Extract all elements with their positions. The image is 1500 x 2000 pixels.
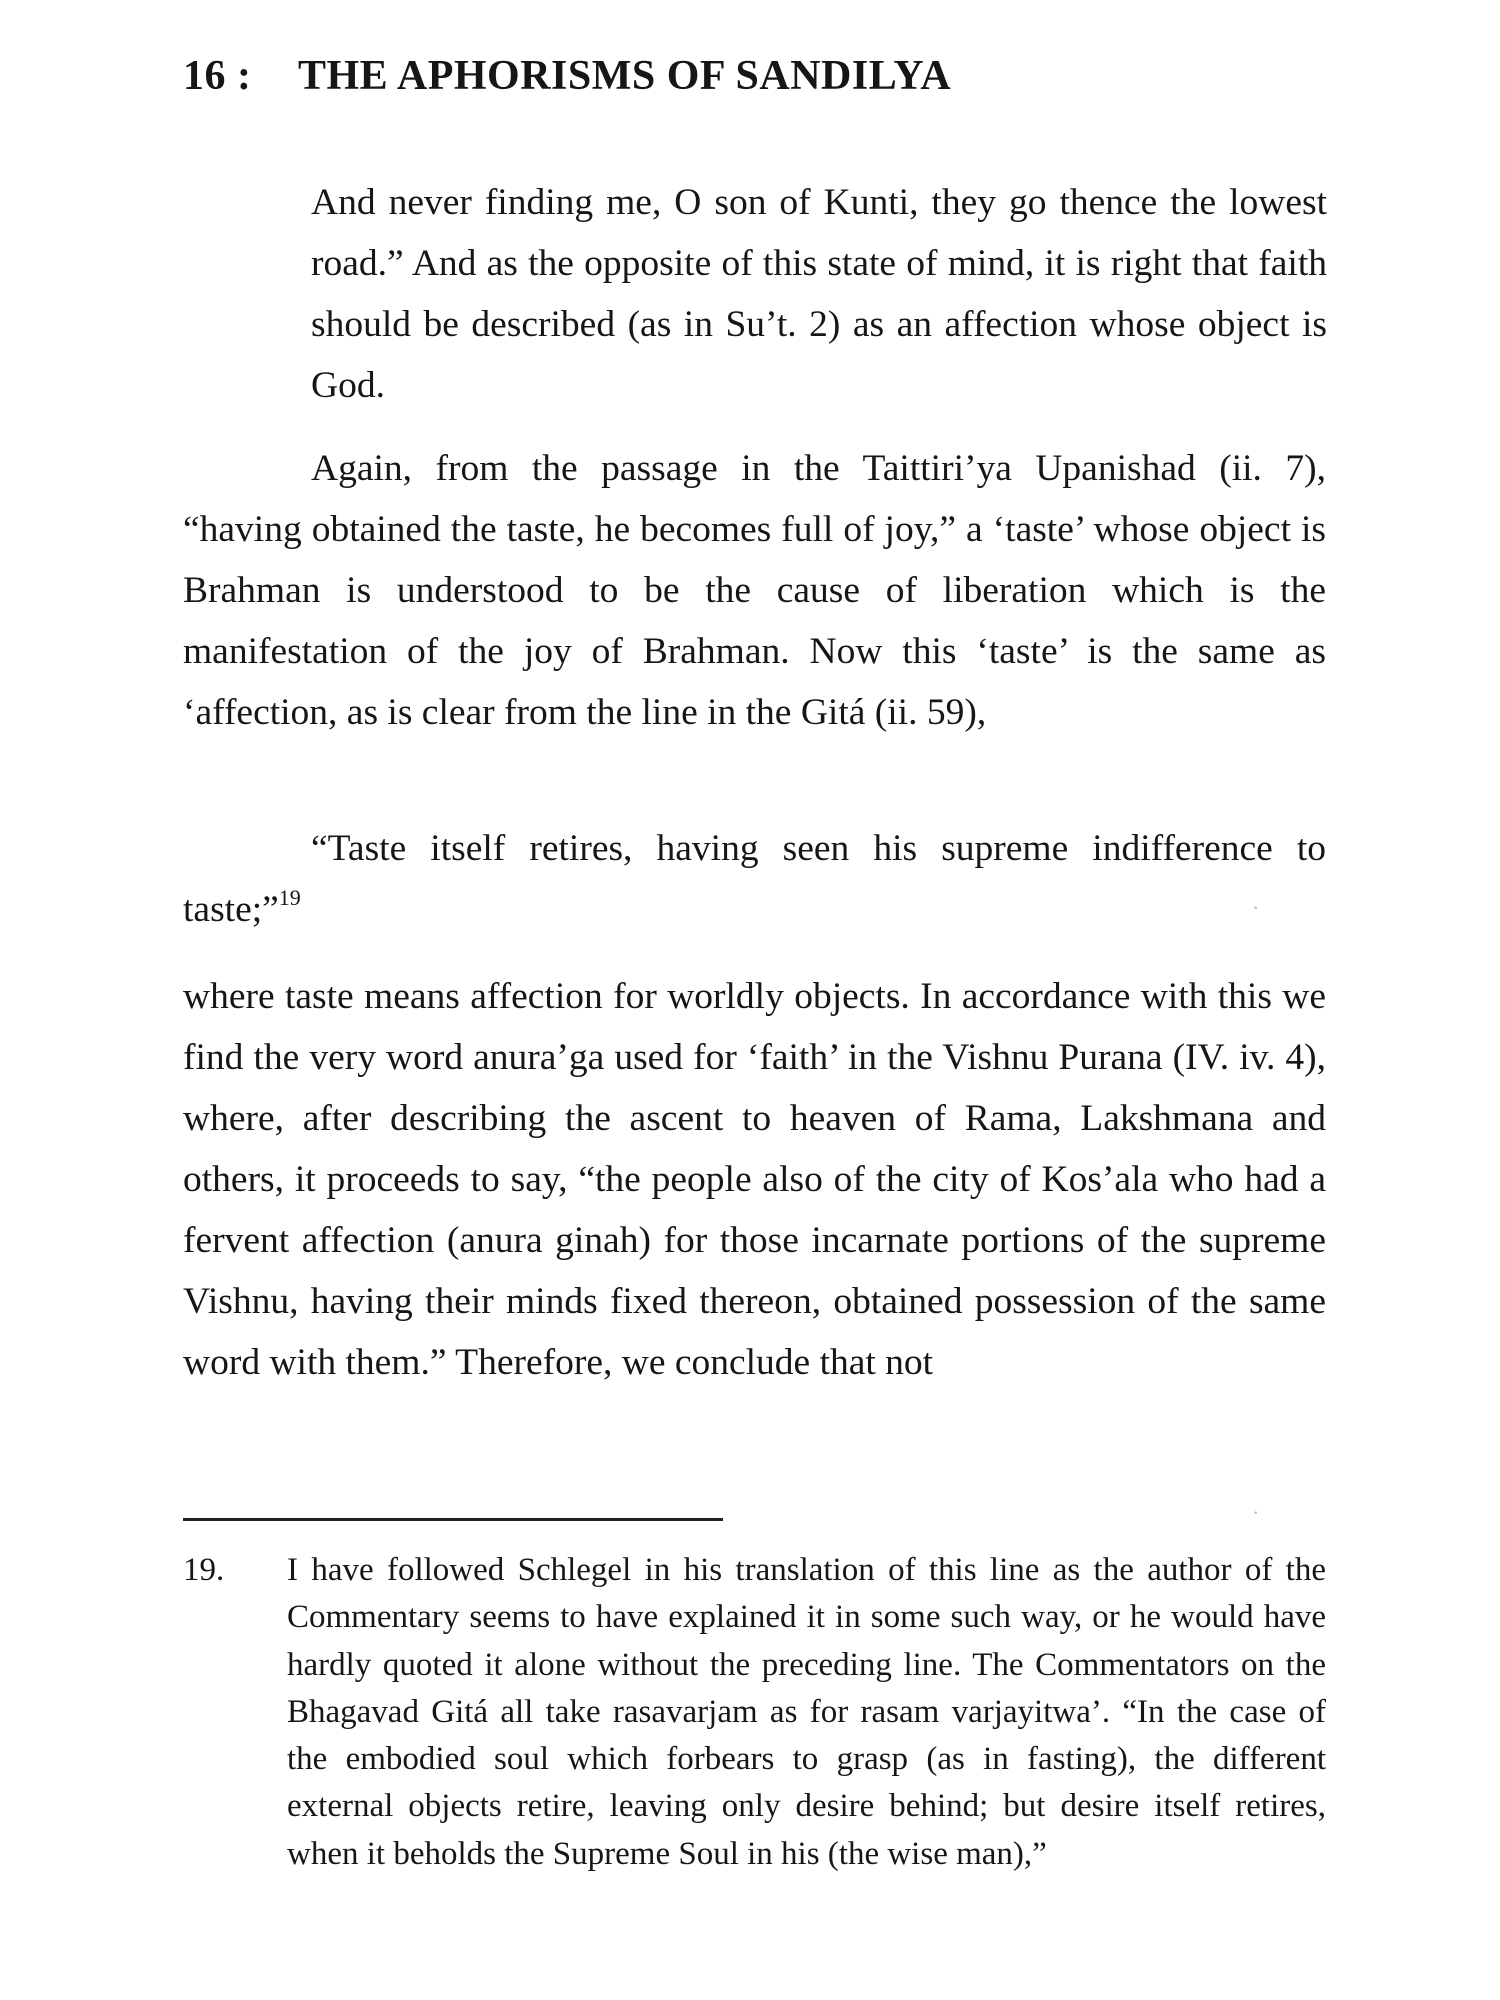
continued-quote-paragraph	[311, 172, 1327, 416]
footnote	[183, 1547, 1326, 1878]
continued-quote-text: And never finding me, O son of Kunti, they go thence the lowest road.” And as the opposite of this state of mind, it is right that faith should be described (as in Su’t. 2) as an affection whose object is God.	[311, 182, 1327, 406]
gita-verse-paragraph	[183, 818, 1326, 940]
page-number: 16 :	[183, 53, 252, 99]
scan-speck: ·	[1252, 1500, 1260, 1525]
book-title: THE APHORISMS OF SANDILYA	[298, 53, 952, 99]
footnote-separator	[183, 1518, 723, 1521]
scan-speck: ·	[1252, 895, 1260, 920]
running-head	[183, 52, 951, 100]
footnote-text: I have followed Schlegel in his translation of this line as the author of the Commentary seems to have explained it in some such way, or he would have hardly quoted it alone without the preceding line. The Commentators on the Bhagavad Gitá all take rasavarjam as for rasam varjayitwa’. “In the case of the embodied soul which forbears to grasp (as in fasting), the different external objects retire, leaving only desire behind; but desire itself retires, when it beholds the Supreme Soul in his (the wise man),”	[287, 1552, 1326, 1872]
taittiriya-paragraph	[183, 438, 1326, 743]
gita-verse-text: “Taste itself retires, having seen his supreme indifference to taste;”	[183, 828, 1326, 930]
footnote-reference: 19	[278, 885, 301, 910]
vishnu-purana-paragraph	[183, 966, 1326, 1393]
footnote-number: 19.	[183, 1552, 225, 1588]
taittiriya-paragraph-text: Again, from the passage in the Taittiri’ya Upanishad (ii. 7), “having obtained the taste, he becomes full of joy,” a ‘taste’ whose object is Brahman is understood to be the cause of liberation which is the manifestation of the joy of Brahman. Now this ‘taste’ is the same as ‘affection, as is clear from the line in the Gitá (ii. 59),	[183, 448, 1326, 733]
vishnu-purana-paragraph-text: where taste means affection for worldly objects. In accordance with this we find the very word anura’ga used for ‘faith’ in the Vishnu Purana (IV. iv. 4), where, after describing the ascent to heaven of Rama, Lakshmana and others, it proceeds to say, “the people also of the city of Kos’ala who had a fervent affection (anura ginah) for those incarnate portions of the supreme Vishnu, having their minds fixed thereon, obtained possession of the same word with them.” Therefore, we conclude that not	[183, 976, 1326, 1383]
gita-verse-quote	[183, 818, 1326, 940]
